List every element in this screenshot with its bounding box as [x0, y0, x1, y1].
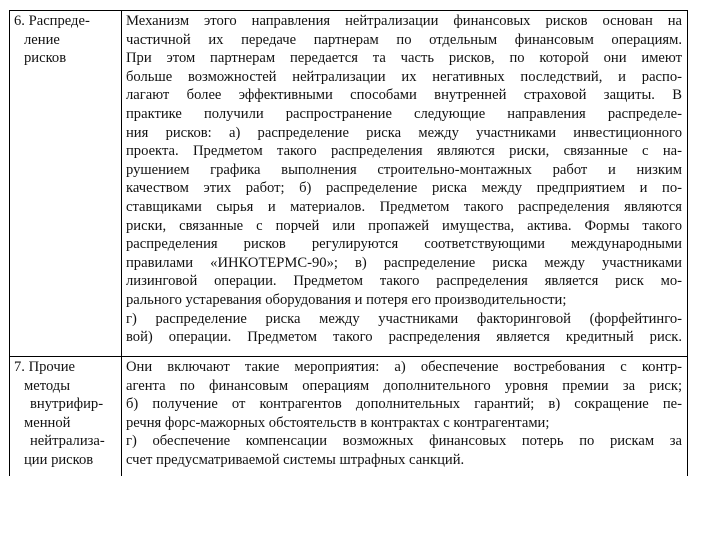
method-name-cell [10, 357, 122, 477]
description-line: лизинговой операции. Предметом такого распределения является риск мо- [126, 273, 682, 290]
method-name-cell [10, 11, 122, 357]
description-line: качеством этих работ; б) распределение риска между предприятием и по- [126, 180, 682, 197]
description-line: рального устаревания оборудования и потеря его производительности; [126, 291, 567, 308]
description-line: б) получение от контрагентов дополнительных гарантий; в) сокращение пе- [126, 396, 682, 413]
description-line: счет предусматриваемой системы штрафных санкций. [126, 451, 465, 468]
description-line: лагают более эффективными способами внутренней страховой защиты. В [126, 87, 682, 104]
method-name-line: ление [24, 31, 60, 48]
description-line: больше возможностей нейтрализации их негативных последствий, и распо- [126, 68, 682, 85]
description-line: практике получили распространение следующие направления распределе- [126, 105, 682, 122]
description-line: вой) операции. Предметом такого распределения является кредитный риск. [126, 329, 682, 346]
description-line: рушением графика выполнения строительно-монтажных работ и низким [126, 161, 682, 178]
method-name-line: нейтрализа- [30, 433, 105, 450]
description-line: частичной их передаче партнерам по отдельным финансовым операциям. [126, 31, 682, 48]
description-line: речня форс-мажорных обстоятельств в контрактах с контрагентами; [126, 414, 550, 431]
method-description-cell [122, 11, 688, 357]
description-line: г) обеспечение компенсации возможных финансовых потерь по рискам за [126, 433, 682, 450]
description-line: ния рисков: а) распределение риска между участниками инвестиционного [126, 124, 682, 141]
method-name-line: 7. Прочие [14, 359, 75, 375]
description-line: правилами «ИНКОТЕРМС-90»; в) распределение риска между участниками [126, 254, 682, 271]
description-line: проекта. Предметом такого распределения являются риски, связанные с на- [126, 143, 682, 160]
description-line: агента по финансовым операциям дополнительного уровня премии за риск; [126, 377, 682, 394]
description-line: При этом партнерам передается та часть рисков, по которой они имеют [126, 50, 682, 67]
method-name-line: рисков [24, 50, 67, 67]
description-line: г) распределение риска между участниками факторинговой (форфейтинго- [126, 310, 682, 327]
method-name-line: менной [24, 414, 71, 431]
description-line: Механизм этого направления нейтрализации финансовых рисков основан на [126, 13, 682, 29]
description-line: распределения рисков регулируются соответствующими международными [126, 236, 682, 253]
method-name-line: 6. Распреде- [14, 13, 90, 29]
method-description-cell [122, 357, 688, 477]
table-row [10, 11, 688, 357]
method-name-line: внутрифир- [30, 396, 104, 413]
method-name-line: ции рисков [24, 451, 94, 468]
description-line: Они включают такие мероприятия: а) обеспечение востребования с контр- [126, 359, 682, 375]
risk-methods-table [9, 10, 688, 476]
description-line: риски, связанные с порчей или пропажей имущества, актива. Формы такого [126, 217, 682, 234]
description-line: ставщиками сырья и материалов. Предметом такого распределения являются [126, 198, 682, 215]
method-name-line: методы [24, 377, 71, 394]
table-row [10, 357, 688, 477]
